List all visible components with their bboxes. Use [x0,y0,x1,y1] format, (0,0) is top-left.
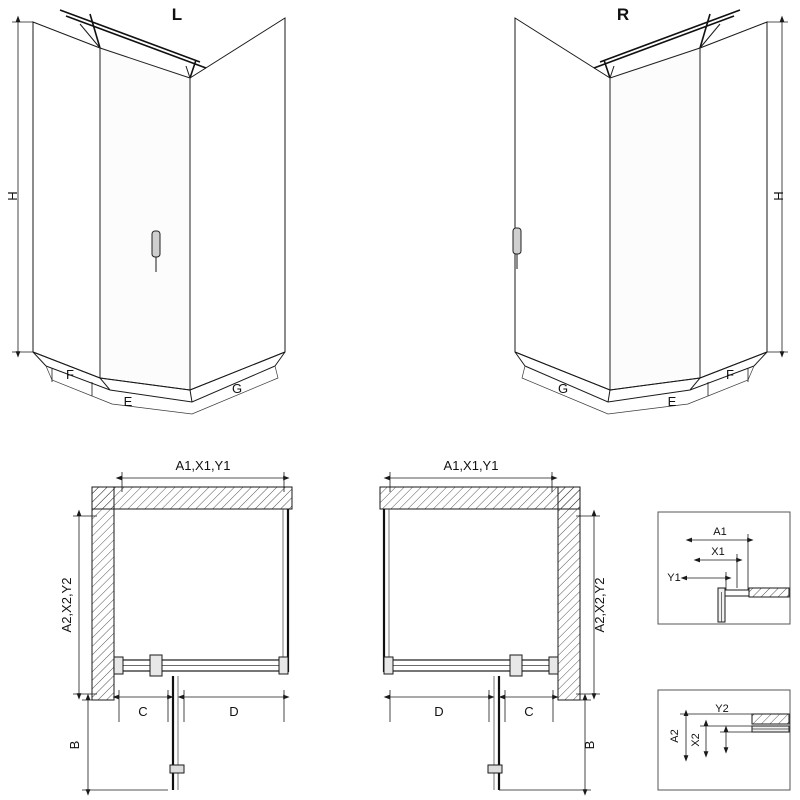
iso-left-door-panel [100,48,190,390]
plan-left-label-side-dim: A2,X2,Y2 [59,577,74,633]
iso-left-label-f: F [66,367,74,382]
plan-right-label-top-dim: A1,X1,Y1 [443,458,499,473]
plan-left-label-b: B [67,740,82,750]
plan-left-label-c: C [138,704,148,719]
detail-bottom-label-x2: X2 [690,733,702,747]
iso-right-side-panel [515,18,610,390]
iso-left-door-handle [152,231,160,257]
detail-view-top [658,512,790,624]
iso-left-back-panel [33,22,100,378]
plan-right-hinge-right [549,657,558,674]
iso-left-rail-brace-a [90,14,100,48]
plan-right-label-d: D [434,704,444,719]
iso-right-label-h: H [771,191,786,201]
iso-right-label-f: F [726,367,734,382]
detail-top-wall [749,588,789,597]
detail-top-label-a1: A1 [713,526,727,538]
plan-left-hinge-mid [150,655,162,676]
iso-left-title: L [171,5,183,24]
plan-view-left [59,458,292,790]
iso-right-title: R [616,5,630,24]
plan-view-right [380,458,607,790]
detail-bottom-wall [752,714,789,724]
detail-bottom-label-y2: Y2 [715,703,729,715]
isometric-view-left [5,5,285,414]
iso-left-label-e: E [123,394,133,409]
plan-right-label-b: B [582,740,597,750]
iso-left-base-edge-m2 [190,390,192,402]
isometric-view-right [513,5,788,414]
iso-right-rail-diag2 [610,66,614,78]
detail-bottom-label-a2: A2 [669,729,681,743]
plan-left-label-d: D [229,704,239,719]
detail-view-bottom [658,690,790,790]
plan-right-hinge-left [384,657,393,674]
plan-right-label-c: C [524,704,534,719]
plan-right-label-side-dim: A2,X2,Y2 [592,577,607,633]
iso-left-side-panel [190,18,285,390]
plan-right-wall-side [558,487,580,700]
plan-right-hinge-mid [510,655,522,676]
iso-left-rail-diag2 [186,66,190,78]
iso-right-door-handle [513,228,521,254]
detail-top-label-x1: X1 [711,546,725,558]
plan-left-hinge-left [114,657,123,674]
plan-left-hinge-right [279,657,288,674]
iso-right-label-e: E [667,394,677,409]
iso-right-door-panel [610,48,700,390]
plan-right-swing-handle [488,765,502,773]
iso-right-rail-brace-a [700,14,710,48]
plan-left-wall-side [92,487,114,700]
plan-left-label-top-dim: A1,X1,Y1 [175,458,231,473]
iso-right-base-edge-m2 [608,390,610,402]
plan-right-wall-top [380,487,580,509]
iso-left-label-g: G [231,381,243,396]
detail-top-label-y1: Y1 [667,572,681,584]
iso-right-label-g: G [557,381,569,396]
iso-right-back-panel [700,22,767,378]
plan-left-swing-handle [170,765,184,773]
iso-left-label-h: H [5,191,20,201]
